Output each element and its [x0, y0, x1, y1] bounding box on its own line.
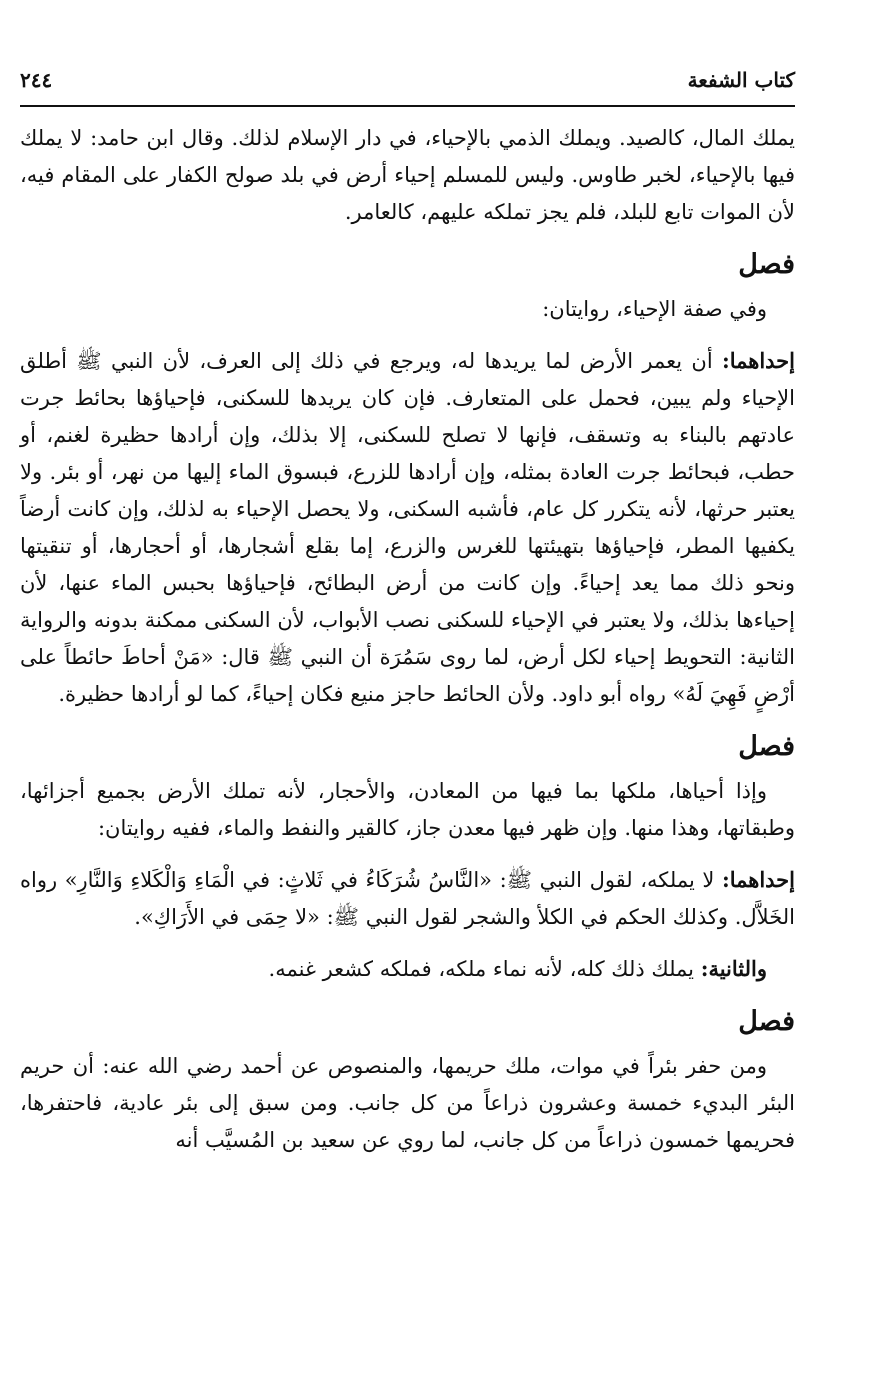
section-heading: فصل — [738, 731, 795, 762]
book-title: كتاب الشفعة — [687, 68, 795, 92]
paragraph — [20, 861, 795, 936]
section-heading: فصل — [738, 1006, 795, 1037]
section-heading: فصل — [738, 249, 795, 280]
page-header — [20, 60, 795, 100]
paragraph-text: أن يعمر الأرض لما يريدها له، ويرجع في ذلك إلى العرف، لأن النبي ﷺ أطلق الإحياء ولم يبين، فحمل على المتعارف. فإن كان يريدها للسكنى، فإحياؤها بحائط جرت عادتهم بالبناء به وتسقف، فإنها لا تصلح للسكنى، إلا بذلك، وإن أرادها حظيرة لغنم، أو حطب، فبحائط جرت العادة بمثله، وإن أرادها للزرع، فبسوق الماء إليها من نهر، أو بئر. ولا يعتبر حرثها، لأنه يتكرر كل عام، فأشبه السكنى، ولا يحصل الإحياء به لذلك، وإن كانت أرضاً يكفيها المطر، فإحياؤها بتهيئتها للغرس والزرع، إما بقلع أشجارها، أو أحجارها، أو تنقيتها ونحو ذلك مما يعد إحياءً. وإن كانت من أرض البطائح، فإحياؤها بحبس الماء عنها، لأن إحياءها بذلك، ولا يعتبر في الإحياء للسكنى نصب الأبواب، لأن السكنى ممكنة بدونه والرواية الثانية: التحويط إحياء لكل أرض، لما روى سَمُرَة أن النبي ﷺ قال: «مَنْ أحاطَ حائطاً على أرْضٍ فَهِيَ لَهُ» رواه أبو داود. ولأن الحائط حاجز منيع فكان إحياءً، كما لو أرادها حظيرة. — [20, 349, 795, 706]
paragraph — [20, 950, 795, 988]
paragraph-text: لا يملكه، لقول النبي ﷺ: «النَّاسُ شُرَكَاءُ في ثَلاثٍ: في الْمَاءِ وَالْكَلاءِ وَالنَّارِ» رواه الخَلاَّل. وكذلك الحكم في الكلأ والشجر لقول النبي ﷺ: «لا حِمَى في الأَرَاكِ». — [20, 868, 795, 929]
paragraph-lead: إحداهما: — [721, 867, 795, 892]
paragraph: وفي صفة الإحياء، روايتان: — [542, 297, 767, 321]
paragraph — [20, 342, 795, 713]
paragraph-text: يملك ذلك كله، لأنه نماء ملكه، فملكه كشعر غنمه. — [268, 957, 701, 981]
paragraph: ومن حفر بئراً في موات، ملك حريمها، والمنصوص عن أحمد رضي الله عنه: أن حريم البئر البديء خمسة وعشرون ذراعاً من كل جانب. ومن سبق إلى بئر عادية، فاحتفرها، فحريمها خمسون ذراعاً من كل جانب، لما روي عن سعيد بن المُسيَّب أنه — [20, 1054, 795, 1152]
paragraph-lead: والثانية: — [700, 956, 767, 981]
paragraph-lead: إحداهما: — [721, 348, 795, 373]
paragraph: يملك المال، كالصيد. ويملك الذمي بالإحياء، في دار الإسلام لذلك. وقال ابن حامد: لا يملك فيها بالإحياء، لخبر طاوس. وليس للمسلم إحياء أرض في بلد صولح الكفار على المقام فيه، لأن الموات تابع للبلد، فلم يجز تملكه عليهم، كالعامر. — [20, 126, 795, 224]
page-body — [20, 120, 795, 1173]
header-rule — [20, 105, 795, 107]
paragraph: وإذا أحياها، ملكها بما فيها من المعادن، والأحجار، لأنه تملك الأرض بجميع أجزائها، وطبقاتها، وهذا منها. وإن ظهر فيها معدن جاز، كالقير والنفط والماء، ففيه روايتان: — [20, 779, 795, 840]
page-number: ٢٤٤ — [20, 68, 53, 92]
